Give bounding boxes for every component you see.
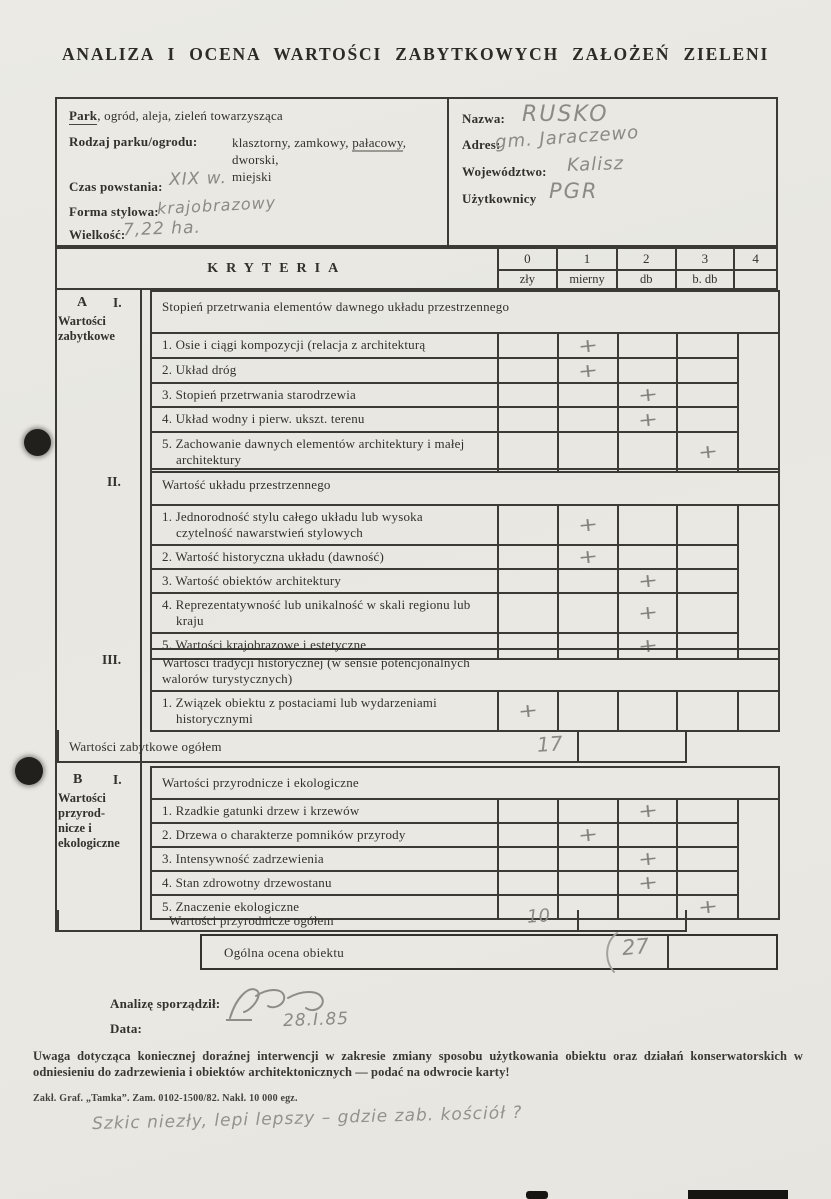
score-cell	[678, 848, 737, 870]
scan-smudge-small	[526, 1191, 548, 1199]
score-desc: b. db	[692, 272, 718, 286]
section-b-total-value-handwritten: 10	[526, 905, 552, 928]
score-column-header-1	[556, 249, 616, 288]
page-title: ANALIZA I OCENA WARTOŚCI ZABYTKOWYCH ZAŁOŻEŃ ZIELENI	[61, 44, 770, 64]
criteria-row: 1. Osie i ciągi kompozycji (relacja z architekturą +	[152, 334, 737, 357]
score-num: 3	[677, 249, 734, 271]
section-a-group1-numeral: I.	[113, 295, 122, 310]
score-cell	[678, 824, 737, 846]
overall-score-label: Ogólna ocena obiektu 27	[202, 936, 669, 968]
criteria-row: 5. Zachowanie dawnych elementów architektury i małej architektury +	[152, 431, 737, 471]
criteria-row: 3. Intensywność zadrzewienia +	[152, 846, 737, 870]
criteria-row: 3. Wartość obiektów architektury +	[152, 568, 737, 592]
score-cell	[619, 433, 678, 471]
group-b1	[150, 766, 780, 920]
criteria-row: 3. Stopień przetrwania starodrzewia +	[152, 382, 737, 406]
column4-strip	[739, 692, 778, 730]
adres-label: Adres:	[462, 137, 501, 152]
criteria-table	[55, 290, 778, 932]
score-column-header-0	[497, 249, 557, 288]
rodzaj-post: , dworski,	[232, 135, 407, 167]
scan-smudge-bar	[688, 1190, 788, 1199]
score-cell	[559, 408, 619, 431]
rodzaj-pre: klasztorny, zamkowy,	[232, 135, 353, 150]
score-desc: db	[639, 272, 653, 286]
score-cell	[559, 692, 619, 730]
nazwa-label: Nazwa:	[462, 111, 506, 126]
info-box-divider	[447, 99, 449, 245]
czas-value-handwritten: XIX w.	[168, 167, 228, 191]
prepared-by-label: Analizę sporządził:	[110, 996, 221, 1011]
score-cell	[619, 359, 678, 382]
group-b1-rows	[150, 800, 780, 920]
score-cell: +	[696, 440, 719, 464]
score-column-header-2	[616, 249, 675, 288]
score-cell: +	[696, 895, 719, 919]
date-label: Data:	[110, 1021, 143, 1036]
criteria-row: 2. Układ dróg +	[152, 357, 737, 382]
section-a-group3-numeral: III.	[102, 652, 122, 667]
score-column-header-3	[675, 249, 734, 288]
score-cell	[559, 872, 619, 894]
score-cell	[619, 506, 678, 544]
section-b-total-label: Wartości przyrodnicze ogółem 10	[59, 910, 579, 930]
column4-strip	[739, 506, 778, 658]
overall-score-row	[200, 934, 778, 970]
section-b-side-label: Wartości przyrod-nicze i ekologiczne	[58, 791, 120, 850]
criteria-row: 2. Drzewa o charakterze pomników przyrody +	[152, 822, 737, 846]
score-cell	[619, 546, 678, 568]
score-cell: +	[559, 506, 619, 544]
score-cell	[499, 334, 559, 357]
hole-punch-top	[24, 429, 51, 456]
score-cell	[678, 359, 737, 382]
rodzaj-line2: miejski	[232, 169, 272, 184]
score-cell	[619, 334, 678, 357]
criteria-row: 5. Znaczenie ekologiczne +	[152, 894, 737, 918]
score-cell: +	[619, 384, 678, 406]
column4-strip	[739, 334, 778, 471]
column4-strip	[739, 800, 778, 918]
criteria-row: 5. Wartości krajobrazowe i estetyczne +	[152, 632, 737, 658]
score-cell	[499, 824, 559, 846]
group-a1-title: Stopień przetrwania elementów dawnego układu przestrzennego	[150, 290, 780, 334]
criteria-row: 1. Rzadkie gatunki drzew i krzewów +	[152, 800, 737, 822]
czas-label: Czas powstania:	[69, 179, 163, 194]
score-cell	[559, 848, 619, 870]
score-cell: +	[559, 546, 619, 568]
group-b1-title: Wartości przyrodnicze i ekologiczne	[150, 766, 780, 800]
score-cell: +	[559, 334, 619, 357]
score-cell	[678, 800, 737, 822]
section-a-total-value-handwritten: 17	[536, 731, 564, 757]
score-num: 0	[499, 249, 557, 271]
score-desc	[735, 271, 776, 288]
score-cell	[499, 359, 559, 382]
section-b-group1-numeral: I.	[113, 772, 122, 787]
score-cell: +	[559, 824, 619, 846]
score-cell	[619, 824, 678, 846]
score-cell	[499, 848, 559, 870]
group-a2-title: Wartość układu przestrzennego	[150, 468, 780, 506]
score-cell	[559, 570, 619, 592]
score-cell	[499, 570, 559, 592]
score-cell	[678, 334, 737, 357]
group-a3	[150, 648, 780, 732]
wojewodztwo-label: Województwo:	[462, 164, 547, 179]
rodzaj-options	[232, 134, 442, 185]
score-cell	[678, 872, 737, 894]
criteria-row: 1. Jednorodność stylu całego układu lub wysoka czytelność nawarstwień stylowych +	[152, 506, 737, 544]
group-a2-rows	[150, 506, 780, 660]
score-desc: mierny	[569, 272, 605, 286]
criteria-row: 4. Stan zdrowotny drzewostanu +	[152, 870, 737, 894]
score-desc: zły	[519, 272, 535, 286]
score-cell: +	[619, 634, 678, 658]
park-type-line	[69, 108, 283, 124]
sidebar-divider	[140, 290, 142, 932]
score-cell	[499, 506, 559, 544]
score-cell: +	[619, 848, 678, 870]
print-info-line: Zakł. Graf. „Tamka”. Zam. 0102-1500/82. Nakł. 10 000 egz.	[33, 1093, 298, 1104]
score-cell: +	[619, 408, 678, 431]
handwritten-bottom-note: Szkic niezły, lepi lepszy – gdzie zab. kościół ?	[91, 1102, 523, 1135]
score-cell	[499, 433, 559, 471]
pencil-paren-mark	[600, 930, 620, 974]
section-b-letter: B	[73, 772, 83, 787]
score-cell	[559, 594, 619, 632]
score-cell	[678, 408, 737, 431]
score-cell	[678, 506, 737, 544]
criteria-row: 2. Wartość historyczna układu (dawność) +	[152, 544, 737, 568]
score-cell: +	[619, 594, 678, 632]
score-cell	[678, 692, 737, 730]
score-cell	[559, 433, 619, 471]
group-a3-rows	[150, 692, 780, 732]
score-cell	[678, 546, 737, 568]
score-num: 1	[558, 249, 616, 271]
score-cell: +	[619, 872, 678, 894]
info-box	[55, 97, 778, 247]
score-cell	[499, 546, 559, 568]
kryteria-header-row	[55, 247, 778, 290]
park-rest: , ogród, aleja, zieleń towarzysząca	[97, 108, 283, 123]
group-a2	[150, 468, 780, 660]
park-word: Park	[69, 108, 98, 123]
rodzaj-underlined-option: pałacowy	[352, 135, 403, 150]
forma-value-handwritten: krajobrazowy	[156, 192, 277, 219]
score-cell	[499, 594, 559, 632]
rodzaj-label: Rodzaj parku/ogrodu:	[69, 134, 198, 149]
section-a-total-row	[57, 730, 687, 763]
wielkosc-value-handwritten: 7,22 ha.	[122, 217, 202, 241]
score-cell	[678, 594, 737, 632]
section-a-group2-numeral: II.	[107, 474, 121, 489]
group-a1-rows	[150, 334, 780, 473]
adres-value-handwritten: gm. Jaraczewo	[494, 121, 640, 154]
score-cell	[499, 872, 559, 894]
score-cell	[559, 384, 619, 406]
score-cell	[499, 800, 559, 822]
criteria-row: 1. Związek obiektu z postaciami lub wydarzeniami historycznymi +	[152, 692, 737, 730]
nazwa-value-handwritten: RUSKO	[522, 102, 609, 127]
forma-label: Forma stylowa:	[69, 204, 159, 219]
score-cell	[678, 384, 737, 406]
score-num: 4	[735, 249, 776, 271]
criteria-row: 4. Układ wodny i pierw. ukszt. terenu +	[152, 406, 737, 431]
score-cell	[499, 408, 559, 431]
score-cell: +	[559, 359, 619, 382]
group-a3-title	[150, 648, 780, 692]
section-a-total-label: Wartości zabytkowe ogółem 17	[59, 730, 579, 761]
kryteria-label: KRYTERIA	[207, 260, 347, 276]
score-cell: +	[619, 800, 678, 822]
uzytkownicy-label: Użytkownicy	[462, 191, 537, 206]
uwaga-paragraph: Uwaga dotycząca koniecznej doraźnej interwencji w zakresie zmiany sposobu użytkowania obiektu oraz działań konserwatorskich w odniesieniu do zadrzewienia i obiektów architektonicznych — podać na odwrocie karty!	[33, 1049, 803, 1079]
group-a1	[150, 290, 780, 473]
score-cell	[499, 384, 559, 406]
section-a-side-label: Wartości zabytkowe	[58, 314, 115, 343]
date-value-handwritten: 28.I.85	[282, 1008, 350, 1032]
wielkosc-label: Wielkość:	[69, 227, 126, 242]
section-a-letter: A	[77, 295, 88, 310]
criteria-row: 4. Reprezentatywność lub unikalność w skali regionu lub kraju +	[152, 592, 737, 632]
score-column-header-4	[733, 249, 776, 288]
uzytkownicy-value-handwritten: PGR	[549, 179, 599, 203]
score-cell	[559, 800, 619, 822]
hole-punch-bottom	[15, 757, 43, 785]
score-cell: +	[619, 570, 678, 592]
group-a3-title-text: Wartości tradycji historycznej (w sensie potencjonalnych walorów turystycznych)	[162, 655, 470, 686]
wojewodztwo-value-handwritten: Kalisz	[566, 153, 625, 176]
score-cell	[619, 692, 678, 730]
overall-score-value-handwritten: 27	[621, 933, 651, 961]
score-num: 2	[618, 249, 675, 271]
score-cell: +	[499, 692, 559, 730]
score-cell	[678, 570, 737, 592]
